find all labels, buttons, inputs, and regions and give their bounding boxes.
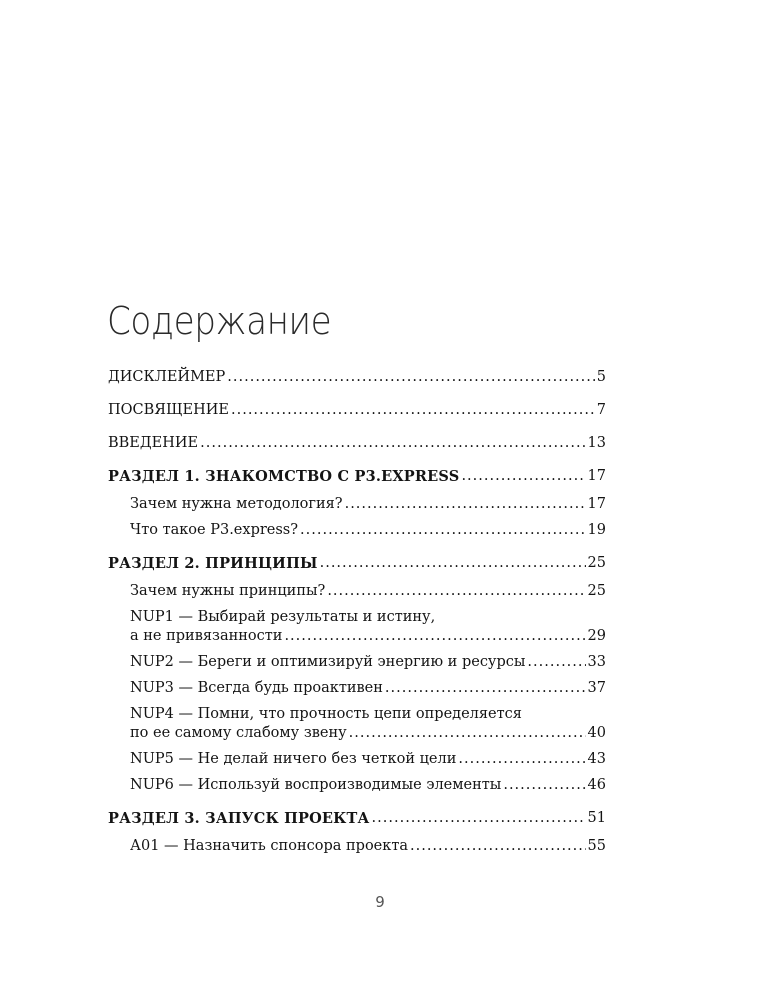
toc-subentry <box>108 521 606 540</box>
toc-subentry <box>108 750 606 769</box>
dot-leader <box>349 724 586 743</box>
dot-leader <box>345 495 586 514</box>
toc-subentry-label: NUP5 — Не делай ничего без четкой цели <box>130 751 457 767</box>
dot-leader <box>461 467 585 486</box>
toc-entry-label: ВВЕДЕНИЕ <box>108 435 199 451</box>
toc-subentry-page: 40 <box>587 725 606 741</box>
dot-leader <box>231 401 595 420</box>
toc-entry-intro <box>108 434 606 453</box>
toc-subentry <box>108 608 606 646</box>
toc-section-label: РАЗДЕЛ 1. ЗНАКОМСТВО С P3.EXPRESS <box>108 468 460 485</box>
toc-subentry <box>108 837 606 856</box>
toc-subentry-page: 33 <box>587 654 606 670</box>
dot-leader <box>200 434 585 453</box>
toc-section-1 <box>108 467 606 486</box>
toc-entry-disclaimer <box>108 368 606 387</box>
toc-subentry-label: а не привязанности <box>130 628 283 644</box>
toc-subentry-page: 17 <box>587 496 606 512</box>
toc-subentry-label: NUP3 — Всегда будь проактивен <box>130 680 383 696</box>
toc-entry-dedication <box>108 401 606 420</box>
toc-subentry-label: NUP2 — Береги и оптимизируй энергию и ресурсы <box>130 654 526 670</box>
toc-subentry-page: 19 <box>587 522 606 538</box>
toc-section-3 <box>108 809 606 828</box>
toc-subentry <box>108 705 606 743</box>
toc-subentry-page: 55 <box>587 838 606 854</box>
toc-entry-label: ПОСВЯЩЕНИЕ <box>108 402 229 418</box>
dot-leader <box>227 368 594 387</box>
toc-entry-page: 7 <box>596 402 606 418</box>
toc-entry-page: 5 <box>596 369 606 385</box>
dot-leader <box>410 837 586 856</box>
toc-subentry-page: 43 <box>587 751 606 767</box>
dot-leader <box>458 750 585 769</box>
toc-subentry-label: А01 — Назначить спонсора проекта <box>130 838 408 854</box>
toc-subentry-label: Зачем нужна методология? <box>130 496 343 512</box>
toc-subentry-label: Что такое P3.express? <box>130 522 299 538</box>
dot-leader <box>300 521 586 540</box>
toc-subentry <box>108 495 606 514</box>
toc-subentry <box>108 582 606 601</box>
dot-leader <box>503 776 585 795</box>
toc-section-page: 25 <box>587 555 606 571</box>
dot-leader <box>527 653 585 672</box>
toc-subentry <box>108 653 606 672</box>
toc-subentry-label: NUP6 — Используй воспроизводимые элементы <box>130 777 502 793</box>
toc-subentry-page: 25 <box>587 583 606 599</box>
toc-entry-label: ДИСКЛЕЙМЕР <box>108 369 226 385</box>
toc-subentry-page: 37 <box>587 680 606 696</box>
toc-entry-page: 13 <box>587 435 606 451</box>
dot-leader <box>284 627 585 646</box>
page-number: 9 <box>375 893 385 911</box>
toc-section-2 <box>108 554 606 573</box>
toc-subentry <box>108 776 606 795</box>
page-title: Содержание <box>107 299 332 343</box>
dot-leader <box>385 679 586 698</box>
toc-subentry-label-line1: NUP1 — Выбирай результаты и истину, <box>130 609 436 625</box>
toc-section-page: 51 <box>587 810 606 826</box>
toc-subentry <box>108 679 606 698</box>
toc-subentry-page: 46 <box>587 777 606 793</box>
toc-subentry-label: по ее самому слабому звену <box>130 725 347 741</box>
dot-leader <box>320 554 586 573</box>
toc-section-label: РАЗДЕЛ 3. ЗАПУСК ПРОЕКТА <box>108 810 370 827</box>
toc-subentry-label-line1: NUP4 — Помни, что прочность цепи определяется <box>130 706 522 722</box>
toc-section-page: 17 <box>587 468 606 484</box>
dot-leader <box>327 582 585 601</box>
toc-subentry-label: Зачем нужны принципы? <box>130 583 326 599</box>
dot-leader <box>372 809 586 828</box>
toc-subentry-page: 29 <box>587 628 606 644</box>
toc-section-label: РАЗДЕЛ 2. ПРИНЦИПЫ <box>108 555 318 572</box>
table-of-contents <box>108 368 606 863</box>
